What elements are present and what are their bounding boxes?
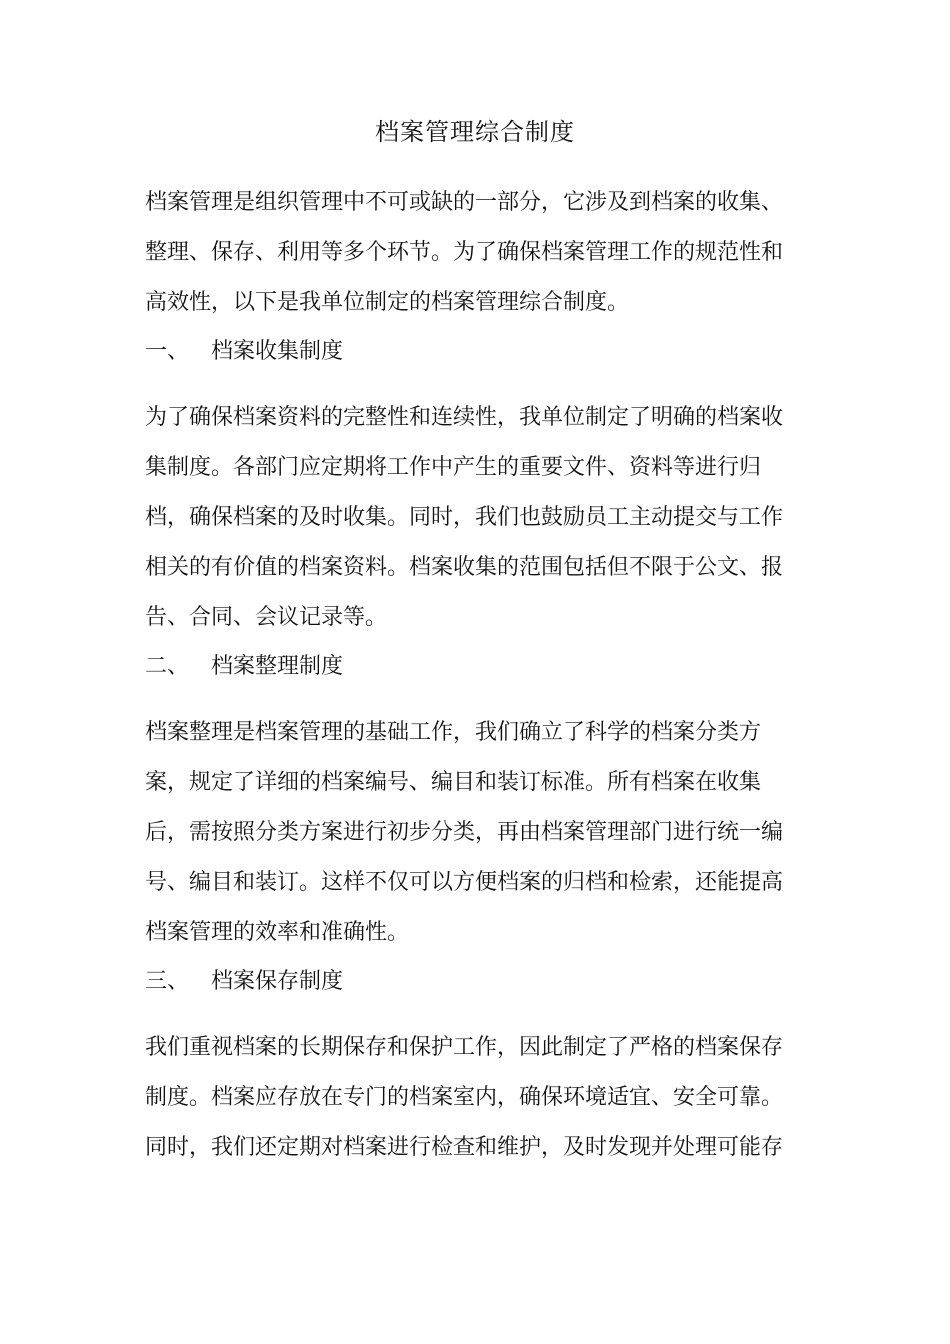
text-line: 档案整理是档案管理的基础工作，我们确立了科学的档案分类方 <box>145 720 762 745</box>
section-heading-preservation <box>145 962 343 1002</box>
text-line: 我们重视档案的长期保存和保护工作，因此制定了严格的档案保存 <box>145 1035 784 1060</box>
section-heading-text: 档案整理制度 <box>211 654 344 679</box>
text-line: 相关的有价值的档案资料。档案收集的范围包括但不限于公文、报 <box>145 555 784 580</box>
section-heading-text: 档案收集制度 <box>211 339 344 364</box>
section-number: 一、 <box>145 339 190 364</box>
section-heading-organization <box>145 647 343 687</box>
text-line: 档，确保档案的及时收集。同时，我们也鼓励员工主动提交与工作 <box>145 505 784 530</box>
section-paragraph-preservation <box>145 1023 795 1173</box>
section-number: 二、 <box>145 654 190 679</box>
text-line: 档案管理的效率和准确性。 <box>145 920 410 945</box>
text-line: 告、合同、会议记录等。 <box>145 605 388 630</box>
text-line: 为了确保档案资料的完整性和连续性，我单位制定了明确的档案收 <box>145 405 784 430</box>
text-line: 同时，我们还定期对档案进行检查和维护，及时发现并处理可能存 <box>145 1135 784 1160</box>
text-line: 号、编目和装订。这样不仅可以方便档案的归档和检索，还能提高 <box>145 870 784 895</box>
text-line: 档案管理是组织管理中不可或缺的一部分，它涉及到档案的收集、 <box>145 190 784 215</box>
intro-paragraph <box>145 178 795 328</box>
document-title: 档案管理综合制度 <box>375 118 575 146</box>
text-line: 集制度。各部门应定期将工作中产生的重要文件、资料等进行归 <box>145 455 762 480</box>
text-line: 整理、保存、利用等多个环节。为了确保档案管理工作的规范性和 <box>145 240 784 265</box>
section-heading-text: 档案保存制度 <box>211 969 344 994</box>
text-line: 高效性，以下是我单位制定的档案管理综合制度。 <box>145 290 630 315</box>
section-heading-collection <box>145 332 343 372</box>
text-line: 案，规定了详细的档案编号、编目和装订标准。所有档案在收集 <box>145 770 762 795</box>
section-paragraph-collection <box>145 393 795 643</box>
text-line: 制度。档案应存放在专门的档案室内，确保环境适宜、安全可靠。 <box>145 1085 784 1110</box>
section-number: 三、 <box>145 969 190 994</box>
text-line: 后，需按照分类方案进行初步分类，再由档案管理部门进行统一编 <box>145 820 784 845</box>
section-paragraph-organization <box>145 708 795 958</box>
